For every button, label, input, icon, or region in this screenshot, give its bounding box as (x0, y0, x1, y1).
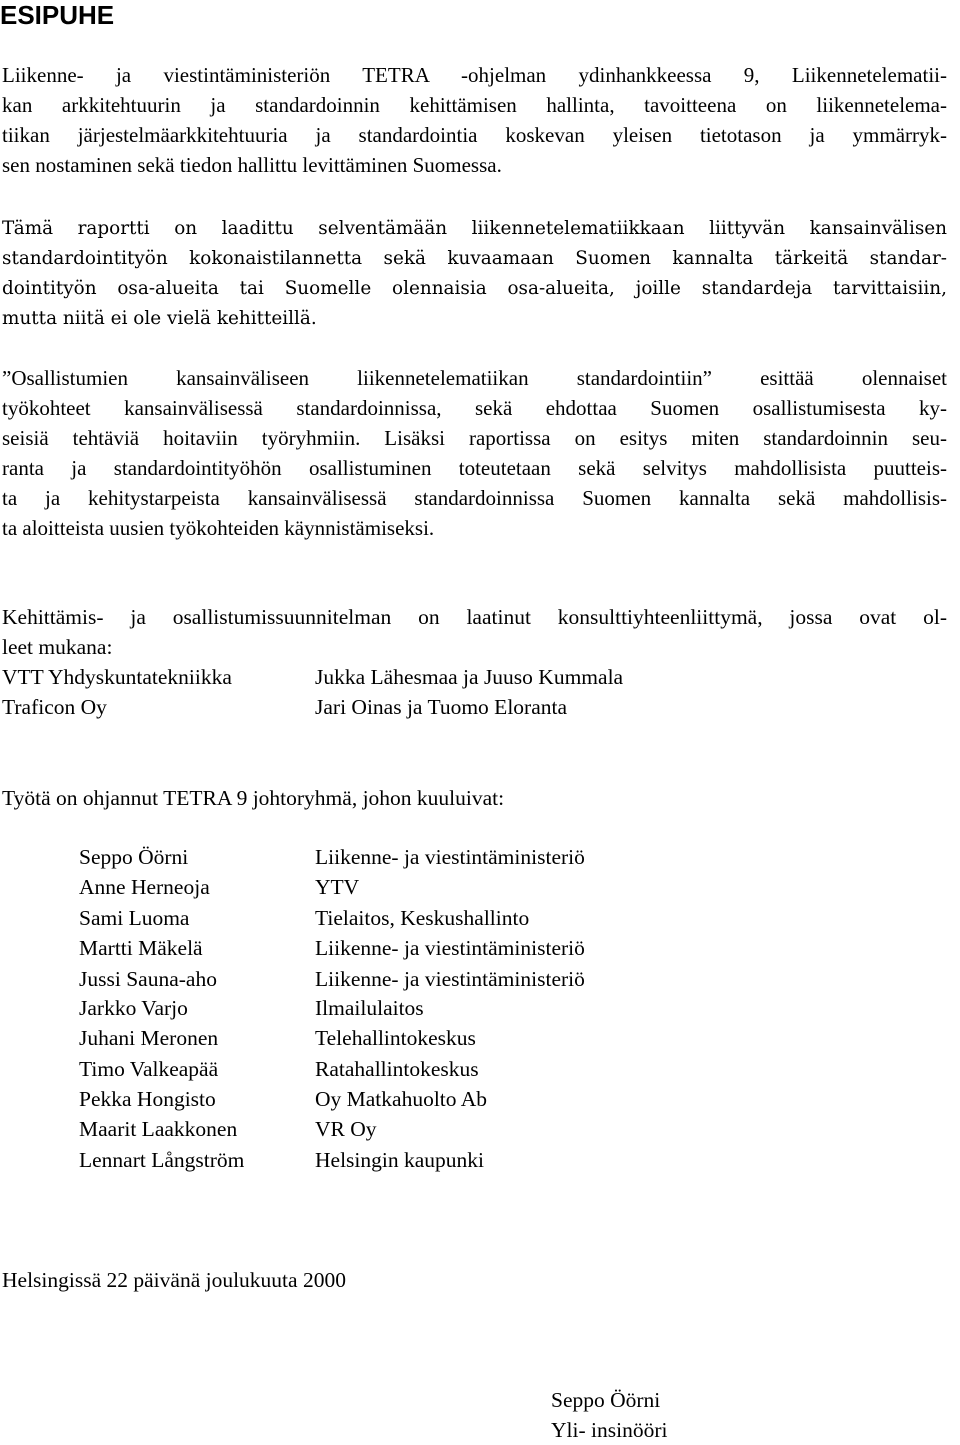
paragraph-2 (2, 214, 947, 334)
signature-title: Yli- insinööri (551, 1418, 668, 1442)
consultant-persons: Jukka Lähesmaa ja Juuso Kummala (315, 665, 624, 689)
member-org: VR Oy (315, 1117, 377, 1141)
text-line: ”Osallistumien kansainväliseen liikennetelematiikan standardointiin” esittää olennaiset (2, 366, 947, 390)
member-name: Seppo Öörni (79, 845, 189, 869)
member-org: Oy Matkahuolto Ab (315, 1087, 487, 1111)
signature-name: Seppo Öörni (551, 1388, 661, 1412)
member-name: Maarit Laakkonen (79, 1117, 238, 1141)
member-name: Sami Luoma (79, 906, 190, 930)
text-line: Liikenne- ja viestintäministeriön TETRA -ohjelman ydinhankkeessa 9, Liikennetelematii- (2, 63, 947, 87)
text-line: mutta niitä ei ole vielä kehitteillä. (2, 308, 317, 329)
consultant-org: VTT Yhdyskuntatekniikka (2, 665, 232, 689)
text-line: dointityön osa-alueita tai Suomelle olennaisia osa-alueita, joille standardeja tarvittaisiin, (2, 278, 947, 299)
member-name: Pekka Hongisto (79, 1087, 216, 1111)
member-org: Liikenne- ja viestintäministeriö (315, 936, 585, 960)
consultant-persons: Jari Oinas ja Tuomo Eloranta (315, 695, 568, 719)
member-org: Helsingin kaupunki (315, 1148, 484, 1172)
member-name: Juhani Meronen (79, 1026, 219, 1050)
text-line: ranta ja standardointityöhön osallistuminen toteutetaan sekä selvitys mahdollisista puutteis- (2, 456, 947, 480)
text-line: kan arkkitehtuurin ja standardoinnin kehittämisen hallinta, tavoitteena on liikennetelema- (2, 93, 947, 117)
member-name: Jarkko Varjo (79, 996, 188, 1020)
member-org: Ilmailulaitos (315, 996, 424, 1020)
text-line: standardointityön kokonaistilannetta sekä kuvaamaan Suomen kannalta tärkeitä standar- (2, 248, 947, 269)
member-name: Anne Herneoja (79, 875, 210, 899)
paragraph-1 (2, 60, 947, 180)
member-org: YTV (315, 875, 360, 899)
text-line: tiikan järjestelmäarkkitehtuuria ja standardointia koskevan yleisen tietotason ja ymmärryk- (2, 123, 947, 147)
text-line: Tämä raportti on laadittu selventämään liikennetelematiikkaan liittyvän kansainvälisen (2, 218, 947, 239)
page-title: ESIPUHE (0, 0, 115, 30)
member-org: Telehallintokeskus (315, 1026, 476, 1050)
text-line: ta ja kehitystarpeista kansainvälisessä standardoinnissa Suomen kannalta sekä mahdollisis- (2, 486, 947, 510)
member-org: Liikenne- ja viestintäministeriö (315, 967, 585, 991)
member-name: Timo Valkeapää (79, 1057, 219, 1081)
text-line: sen nostaminen sekä tiedon hallittu levittäminen Suomessa. (2, 153, 502, 177)
text-line: seisiä tehtäviä hoitaviin työryhmiin. Lisäksi raportissa on esitys miten standardoinnin seu- (2, 426, 947, 450)
member-org: Ratahallintokeskus (315, 1057, 479, 1081)
steering-intro: Työtä on ohjannut TETRA 9 johtoryhmä, johon kuuluivat: (2, 786, 505, 810)
member-name: Martti Mäkelä (79, 936, 203, 960)
place-date: Helsingissä 22 päivänä joulukuuta 2000 (2, 1268, 346, 1292)
member-name: Jussi Sauna-aho (79, 967, 217, 991)
member-org: Liikenne- ja viestintäministeriö (315, 845, 585, 869)
text-line: ta aloitteista uusien työkohteiden käynnistämiseksi. (2, 516, 435, 540)
member-name: Lennart Långström (79, 1148, 245, 1172)
paragraph-3 (2, 363, 947, 543)
consultant-org: Traficon Oy (2, 695, 107, 719)
text-line: leet mukana: (2, 635, 113, 659)
member-org: Tielaitos, Keskushallinto (315, 906, 530, 930)
consultant-intro (2, 602, 947, 662)
text-line: työkohteet kansainvälisessä standardoinnissa, sekä ehdottaa Suomen osallistumisesta ky- (2, 396, 947, 420)
text-line: Kehittämis- ja osallistumissuunnitelman on laatinut konsulttiyhteenliittymä, jossa ovat ol- (2, 605, 947, 629)
